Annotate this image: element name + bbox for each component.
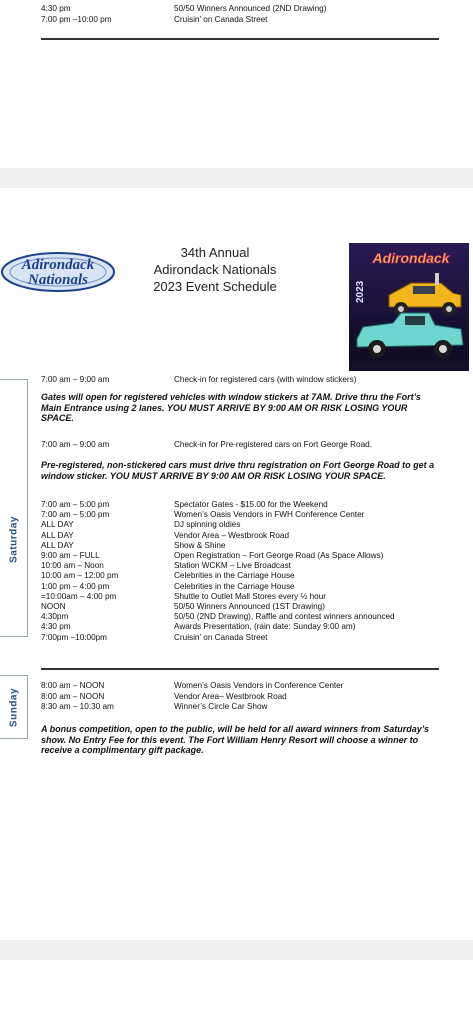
- saturday-arrival-note: Gates will open for registered vehicles with window stickers at 7AM. Drive thru the Fort’s Main Entrance using 2 lanes. YOU MUST ARRIVE BY 9:00 AM OR RISK LOSING YOUR SPACE.: [41, 392, 421, 423]
- saturday-label: Saturday: [8, 516, 20, 563]
- sunday-bonus-note: A bonus competition, open to the public, will be held for all award winners from Saturday’s show. No Entry Fee for this event. The Fort William Henry Resort will choose a winner to receive a complimentary gift package.: [41, 724, 430, 755]
- divider-rule: [41, 38, 439, 40]
- poster-year: 2023: [355, 280, 366, 303]
- next-page: [0, 960, 473, 1024]
- schedule-time: 1:00 pm – 4:00 pm: [41, 581, 110, 591]
- schedule-time: 10:00 am – 12:00 pm: [41, 571, 119, 581]
- schedule-title-line2: Adirondack Nationals: [153, 262, 277, 277]
- sunday-day-box: [0, 675, 28, 739]
- schedule-title-line1: 34th Annual: [180, 245, 250, 260]
- schedule-time: ALL DAY: [41, 540, 74, 550]
- schedule-event: Check-in for registered cars (with window stickers): [174, 375, 357, 384]
- schedule-time: 7:00 pm –10:00 pm: [41, 15, 112, 24]
- schedule-event: 50/50 Winners Announced (2ND Drawing): [174, 4, 327, 13]
- schedule-time: 4:30 pm: [41, 622, 71, 632]
- logo-text: Adirondack: [21, 257, 95, 273]
- schedule-time: ALL DAY: [41, 520, 74, 530]
- schedule-time: 4:30pm: [41, 612, 69, 622]
- schedule-event: Vendor Area – Westbrook Road: [174, 530, 289, 540]
- logo-text: Nationals: [27, 272, 89, 288]
- divider-rule: [41, 668, 439, 670]
- schedule-event: Celebrities in the Carriage House: [174, 571, 295, 581]
- schedule-page: [0, 188, 473, 940]
- schedule-event: Spectator Gates - $15.00 for the Weekend: [174, 500, 328, 509]
- schedule-time: ALL DAY: [41, 530, 74, 540]
- schedule-event: Cruisin’ on Canada Street: [174, 15, 268, 24]
- schedule-time: 8:00 am – NOON: [41, 691, 105, 701]
- schedule-event: Open Registration – Fort George Road (As Space Allows): [174, 551, 384, 560]
- schedule-time: 7:00 am – 9:00 am: [41, 440, 110, 449]
- previous-page: [0, 0, 473, 168]
- schedule-time: 7:00 am – 5:00 pm: [41, 510, 110, 520]
- schedule-time: 7:00 am – 9:00 am: [41, 375, 110, 384]
- schedule-event: Women’s Oasis Vendors in FWH Conference Center: [174, 510, 365, 520]
- schedule-event: Vendor Area– Westbrook Road: [174, 691, 287, 701]
- schedule-time: 4:30 pm: [41, 4, 71, 13]
- schedule-event: Awards Presentation, (rain date: Sunday 9:00 am): [174, 622, 356, 632]
- schedule-event: Show & Shine: [174, 540, 226, 550]
- saturday-preregistration-note: Pre-registered, non-stickered cars must drive thru registration on Fort George Road to get a window sticker. YOU MUST ARRIVE BY 9:00 AM OR RISK LOSING YOUR SPACE.: [41, 460, 435, 481]
- schedule-time: 8:00 am – NOON: [41, 681, 105, 690]
- schedule-time: NOON: [41, 602, 66, 611]
- sunday-label: Sunday: [8, 687, 20, 728]
- schedule-event: Shuttle to Outlet Mall Stores every ½ hour: [174, 591, 326, 601]
- schedule-time: 7:00pm –10:00pm: [41, 632, 107, 642]
- schedule-event: Cruisin’ on Canada Street: [174, 632, 268, 642]
- schedule-time: 8:30 am – 10:30 am: [41, 702, 114, 711]
- schedule-event: 50/50 (2ND Drawing), Raffle and contest winners announced: [174, 612, 395, 622]
- poster-title: Adirondack: [372, 250, 450, 266]
- schedule-event: Women’s Oasis Vendors in Conference Center: [174, 681, 344, 690]
- schedule-event: Winner’s Circle Car Show: [174, 702, 268, 711]
- event-poster-image: [349, 243, 469, 371]
- schedule-event: Station WCKM – Live Broadcast: [174, 561, 291, 571]
- schedule-event: Celebrities in the Carriage House: [174, 581, 295, 591]
- schedule-title-line3: 2023 Event Schedule: [153, 279, 277, 294]
- saturday-day-box: [0, 379, 28, 637]
- schedule-event: 50/50 Winners Announced (1ST Drawing): [174, 602, 325, 611]
- schedule-event: Check-in for Pre-registered cars on Fort George Road.: [174, 440, 372, 449]
- schedule-event: DJ spinning oldies: [174, 520, 241, 530]
- schedule-time: 10:00 am – Noon: [41, 561, 104, 571]
- schedule-time: 7:00 am – 5:00 pm: [41, 500, 110, 509]
- schedule-time: 9:00 am – FULL: [41, 551, 100, 560]
- schedule-time: =10:00am – 4:00 pm: [41, 591, 117, 601]
- adirondack-nationals-logo: [0, 250, 116, 294]
